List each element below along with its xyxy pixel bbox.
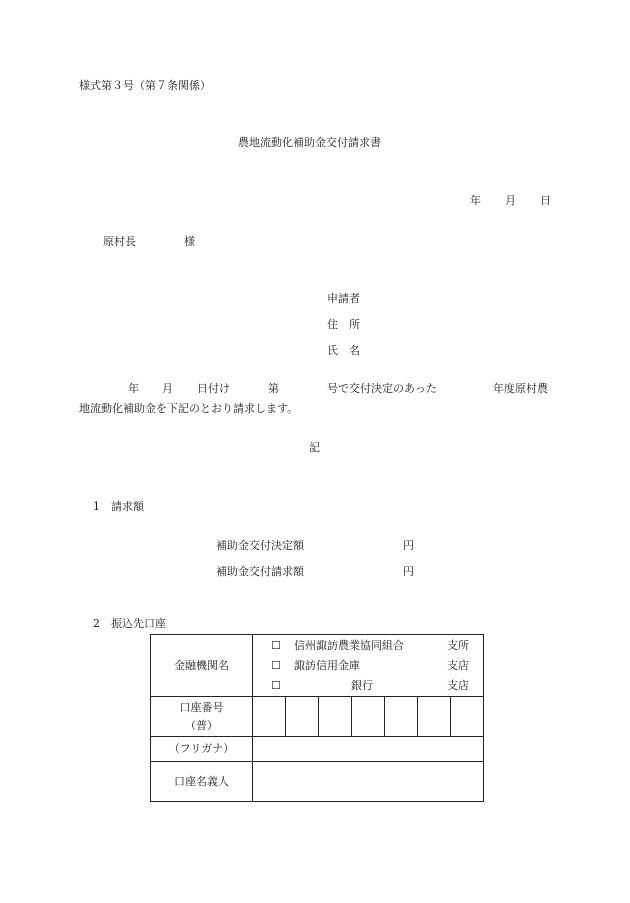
body-month: 月 — [162, 382, 173, 395]
account-holder-label: 口座名義人 — [151, 762, 253, 802]
branch-label: 支店 — [447, 658, 469, 672]
account-number-cell — [151, 697, 253, 737]
account-number-label: 口座番号 — [179, 700, 224, 714]
account-digit-box[interactable] — [451, 697, 484, 737]
form-number: 様式第３号（第７条関係） — [79, 79, 211, 92]
bank-name: 銀行 — [351, 678, 373, 692]
furigana-field[interactable] — [253, 737, 484, 762]
checkbox-icon[interactable]: ☐ — [271, 678, 281, 692]
account-type: （普） — [185, 718, 218, 732]
bank-option-shinkin[interactable] — [253, 656, 483, 676]
account-digit-box[interactable] — [319, 697, 352, 737]
addressee-name: 原村長 — [103, 235, 136, 248]
ki-heading: 記 — [309, 441, 320, 454]
account-digit-box[interactable] — [385, 697, 418, 737]
body-dated: 日付け — [197, 382, 230, 395]
body-fiscal-year: 年度原村農 — [493, 382, 548, 395]
body-year: 年 — [128, 382, 139, 395]
date-year: 年 — [470, 194, 481, 207]
addressee-honorific: 様 — [184, 235, 195, 248]
grant-request-label: 補助金交付請求額 — [216, 565, 304, 578]
grant-request-unit: 円 — [403, 565, 414, 578]
grant-decision-label: 補助金交付決定額 — [216, 539, 304, 552]
account-digit-box[interactable] — [253, 697, 286, 737]
bank-account-table — [150, 634, 484, 802]
account-digit-box[interactable] — [352, 697, 385, 737]
checkbox-icon[interactable]: ☐ — [271, 638, 281, 652]
furigana-label: （フリガナ） — [151, 737, 253, 762]
body-number-prefix: 第 — [268, 382, 279, 395]
bank-option-other[interactable] — [253, 676, 483, 696]
section1-heading: 1 請求額 — [93, 500, 144, 513]
section2-heading: 2 振込先口座 — [93, 617, 166, 630]
body-line2: 地流動化補助金を下記のとおり請求します。 — [79, 402, 299, 415]
bank-name: 諏訪信用金庫 — [294, 658, 360, 672]
bank-name: 信州諏訪農業協同組合 — [294, 638, 404, 652]
applicant-address-label: 住 所 — [327, 318, 360, 331]
branch-label: 支店 — [447, 678, 469, 692]
document-title: 農地流動化補助金交付請求書 — [238, 136, 381, 149]
date-month: 月 — [505, 194, 516, 207]
applicant-header: 申請者 — [327, 292, 360, 305]
grant-decision-unit: 円 — [403, 539, 414, 552]
checkbox-icon[interactable]: ☐ — [271, 658, 281, 672]
body-number-suffix: 号で交付決定のあった — [327, 382, 437, 395]
date-day: 日 — [540, 194, 551, 207]
account-holder-field[interactable] — [253, 762, 484, 802]
bank-options — [253, 635, 484, 697]
institution-label: 金融機関名 — [151, 635, 253, 697]
account-digit-box[interactable] — [286, 697, 319, 737]
account-digit-box[interactable] — [418, 697, 451, 737]
applicant-name-label: 氏 名 — [327, 344, 360, 357]
branch-label: 支所 — [447, 638, 469, 652]
bank-option-ja[interactable] — [253, 636, 483, 656]
